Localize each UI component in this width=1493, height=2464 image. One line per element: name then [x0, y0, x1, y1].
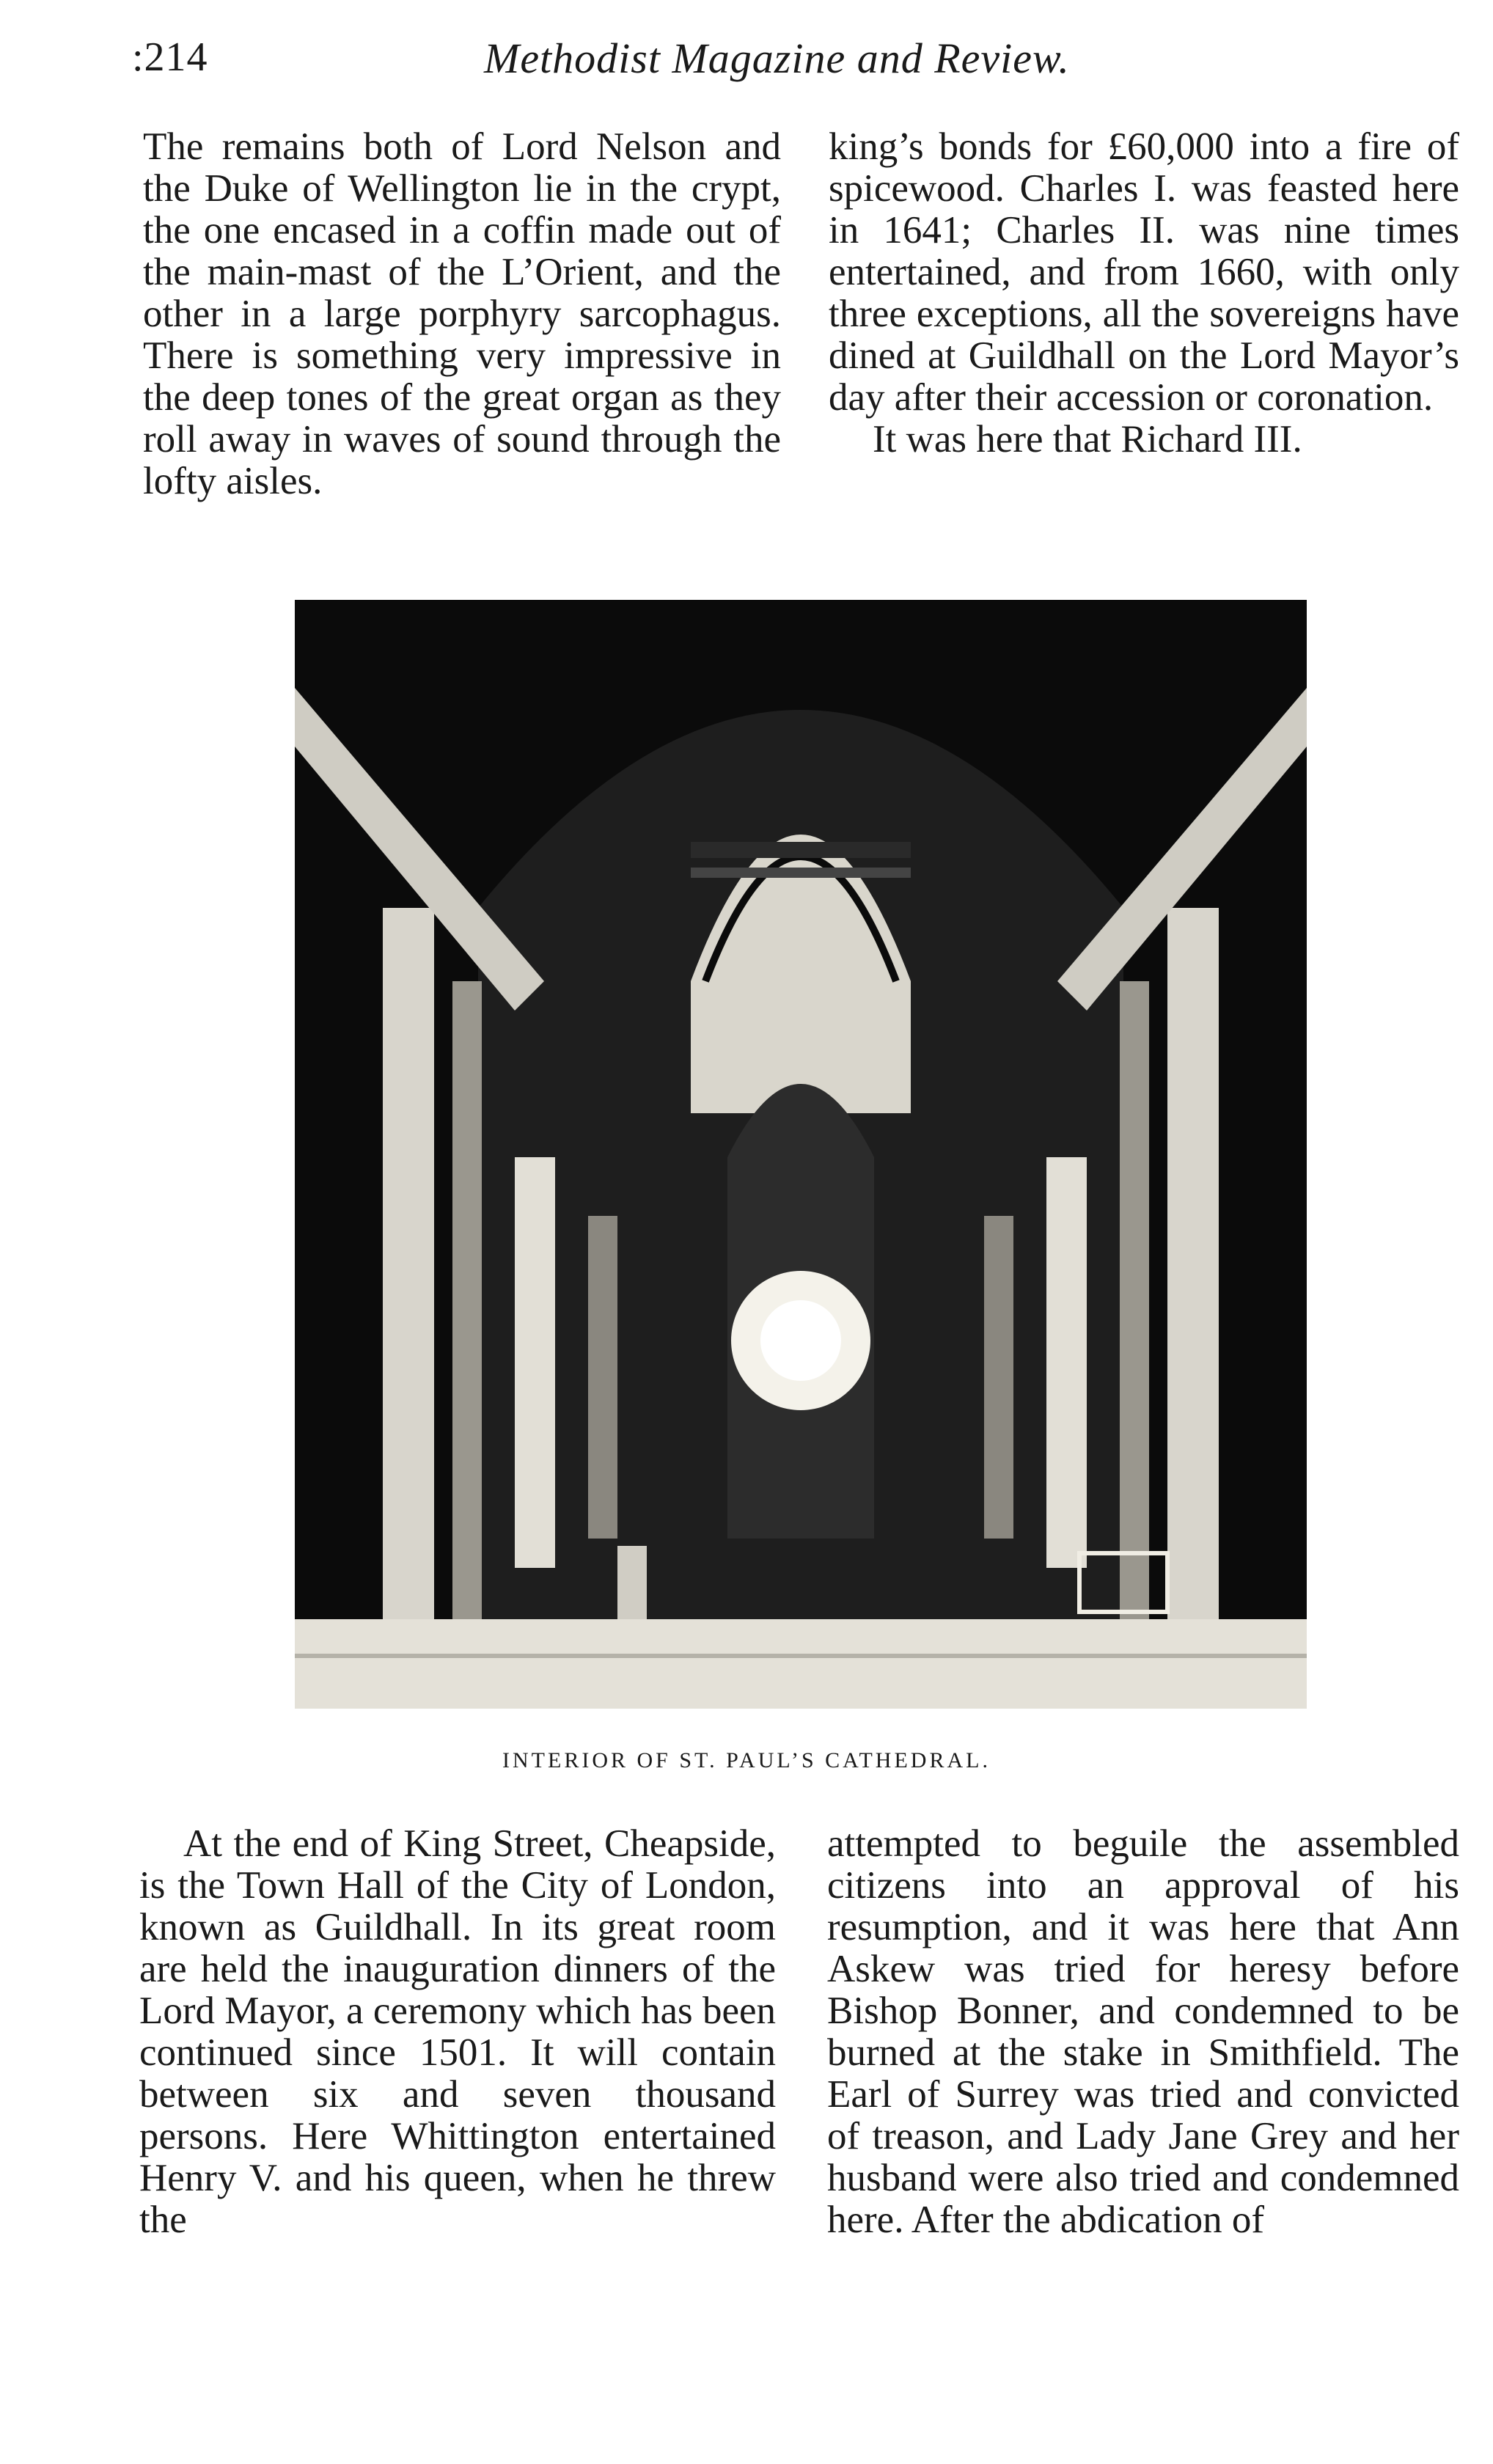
cathedral-interior-photo — [295, 600, 1307, 1709]
top-left-column — [143, 126, 781, 502]
paragraph: At the end of King Street, Cheapside, is the Town Hall of the City of London, known as Guildhall. In its great room are held the inauguration dinners of the Lord Mayor, a ceremony which has been continued since 1501. It will contain between six and seven thousand persons. Here Whittington entertained Henry V. and his queen, when he threw the — [139, 1822, 776, 2241]
paragraph: king’s bonds for £60,000 into a fire of spicewood. Charles I. was feasted here in 1641; Charles II. was nine times entertained, and from 1660, with only three exceptions, all the sovereigns have dined at Guildhall on the Lord Mayor’s day after their accession or coronation. — [829, 125, 1459, 419]
bottom-left-column — [139, 1823, 776, 2241]
page-number: :214 — [132, 34, 208, 80]
paragraph: attempted to beguile the assembled citizens into an approval of his resumption, and it was here that Ann Askew was tried for heresy before Bishop Bonner, and condemned to be burned at the stake in Smithfield. The Earl of Surrey was tried and convicted of treason, and Lady Jane Grey and her husband were also tried and condemned here. After the abdication of — [827, 1822, 1459, 2241]
paragraph: It was here that Richard III. — [873, 418, 1302, 461]
figure-caption: INTERIOR OF ST. PAUL’S CATHEDRAL. — [502, 1748, 991, 1772]
page-header — [0, 0, 1493, 95]
running-title: Methodist Magazine and Review. — [484, 34, 1070, 82]
paragraph: The remains both of Lord Nelson and the Duke of Wellington lie in the crypt, the one encased in a coffin made out of the main-mast of the L’Orient, and the other in a large porphyry sarcophagus. There is something very impressive in the deep tones of the great organ as they roll away in waves of sound through the lofty aisles. — [143, 125, 781, 502]
top-right-column — [829, 126, 1459, 461]
bottom-right-column — [827, 1823, 1459, 2241]
